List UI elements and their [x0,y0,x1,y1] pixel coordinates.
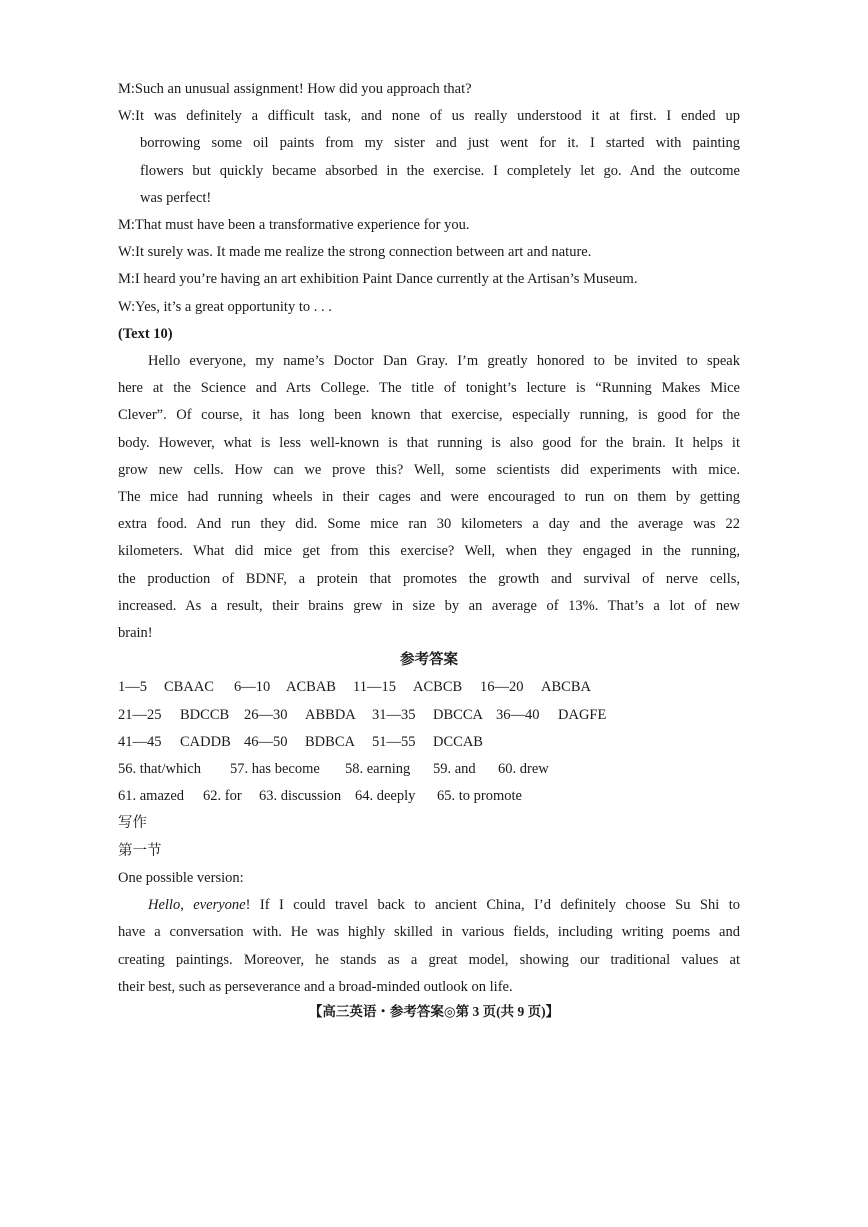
dialogue-line: was perfect! [140,189,212,206]
dialogue-section [118,76,740,321]
writing-section-label: 第一节 [118,842,162,859]
passage-line: Hello everyone, my name’s Doctor Dan Gray. I’m greatly honored to be invited to speak [148,353,740,370]
answer-row [118,702,740,729]
answer-key: ABBDA [305,706,356,723]
answer-key: DAGFE [558,706,607,723]
answer-key: BDBCA [305,733,355,750]
page-footer: 【高三英语・参考答案◎第 3 页(共 9 页)】 [308,1004,560,1019]
answer-row [118,729,740,756]
answer-document [118,76,740,1001]
answer-key: CADDB [180,733,231,750]
passage-line: brain! [118,625,153,642]
passage-line: extra food. And run they did. Some mice ran 30 kilometers a day and the average was 22 [118,516,740,533]
fill-answer-row [118,756,740,783]
question-range: 36—40 [496,706,540,723]
question-range: 6—10 [234,679,271,696]
fill-answer: 64. deeply [355,788,416,805]
fill-answer: 65. to promote [437,788,522,805]
answer-key: ABCBA [541,679,591,696]
passage-line: body. However, what is less well-known is that running is also good for the brain. It helps it [118,434,740,451]
passage-line: kilometers. What did mice get from this exercise? Well, when they engaged in the running, [118,543,740,560]
dialogue-line: M:Such an unusual assignment! How did you approach that? [118,81,472,97]
passage-line: grow new cells. How can we prove this? Well, some scientists did experiments with mice. [118,461,740,478]
fill-answer: 60. drew [498,761,549,778]
passage-line: the production of BDNF, a protein that promotes the growth and survival of nerve cells, [118,570,740,587]
fill-answer-row [118,783,740,810]
passage-line: Clever”. Of course, it has long been known that exercise, especially running, is good for the [118,407,740,424]
answers-section [118,647,740,810]
question-range: 26—30 [244,706,288,723]
answer-key: DCCAB [433,733,483,750]
dialogue-line: borrowing some oil paints from my sister and just went for it. I started with painting [140,135,740,152]
fill-answer: 56. that/which [118,761,201,778]
writing-heading: 写作 [118,815,147,832]
question-range: 16—20 [480,679,524,696]
question-range: 51—55 [372,733,416,750]
dialogue-line: flowers but quickly became absorbed in the exercise. I completely let go. And the outcome [140,162,740,179]
essay-line: their best, such as perseverance and a broad-minded outlook on life. [118,978,513,995]
fill-answer: 57. has become [230,761,320,778]
passage-line: The mice had running wheels in their cages and were encouraged to run on them by getting [118,489,740,506]
essay-greeting: Hello, everyone [148,897,246,914]
dialogue-line: W:Yes, it’s a great opportunity to . . . [118,298,332,315]
fill-answer: 63. discussion [259,788,342,805]
fill-answer: 59. and [433,761,476,778]
dialogue-line: M:I heard you’re having an art exhibition Paint Dance currently at the Artisan’s Museum. [118,271,638,288]
question-range: 11—15 [353,679,396,696]
dialogue-turn [118,103,740,212]
essay-line-text: ! If I could travel back to ancient China, I’d definitely choose Su Shi to [245,897,740,914]
essay-line [118,892,740,919]
dialogue-line: W:It was definitely a difficult task, and none of us really understood it at first. I ended up [118,108,740,125]
writing-section [118,810,740,1000]
dialogue-line: M:That must have been a transformative experience for you. [118,217,470,234]
answer-key: CBAAC [164,679,214,696]
passage-line: increased. As a result, their brains grew in size by an average of 13%. That’s a lot of new [118,597,740,614]
answer-key: ACBCB [413,679,463,696]
answer-key: ACBAB [286,679,336,696]
answers-title: 参考答案 [400,652,458,669]
text10-heading: (Text 10) [118,325,173,342]
fill-answer: 61. amazed [118,788,185,805]
essay-line: creating paintings. Moreover, he stands as a great model, showing our traditional values at [118,951,740,968]
answer-row [118,674,740,701]
fill-answer: 62. for [203,788,242,805]
question-range: 21—25 [118,706,162,723]
dialogue-line: W:It surely was. It made me realize the strong connection between art and nature. [118,244,592,261]
version-label: One possible version: [118,869,244,886]
question-range: 46—50 [244,733,288,750]
passage-line: here at the Science and Arts College. The title of tonight’s lecture is “Running Makes Mice [118,380,740,397]
answer-key: BDCCB [180,706,230,723]
fill-answer: 58. earning [345,761,411,778]
question-range: 31—35 [372,706,416,723]
essay-line: have a conversation with. He was highly skilled in various fields, including writing poems and [118,924,740,941]
question-range: 41—45 [118,733,162,750]
question-range: 1—5 [118,679,147,696]
text10-section [118,321,740,647]
answer-key: DBCCA [433,706,483,723]
